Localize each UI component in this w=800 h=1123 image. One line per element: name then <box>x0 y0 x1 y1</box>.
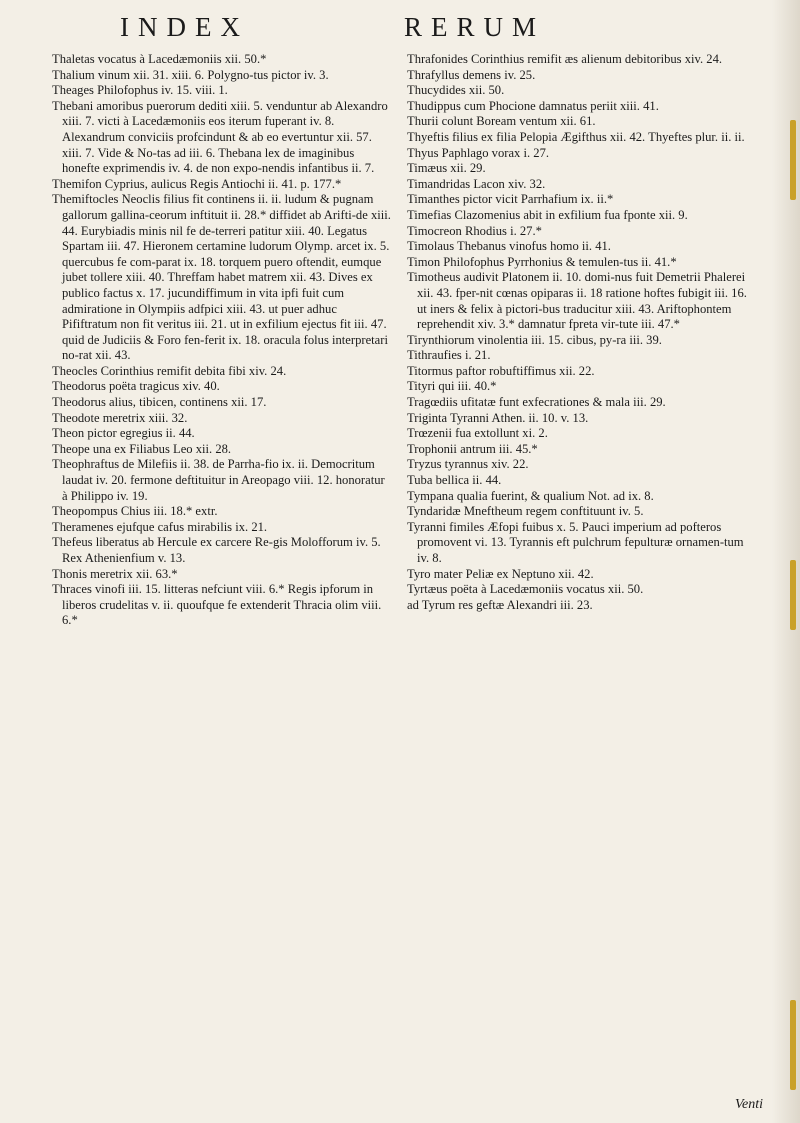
index-entry: Timanthes pictor vicit Parrhafium ix. ii.* <box>407 192 614 207</box>
index-entry: Theodote meretrix xiii. 32. <box>52 410 188 425</box>
index-entry: Thebani amoribus puerorum dediti xiii. 5. venduntur ab Alexandro xiii. 7. victi à Lacedæmoniis eos iterum fuperant iv. 8. Alexandrum conviciis profcindunt & ab eo evertuntur xii. 57. xiii. 7. Vide & No-tas ad iii. 6. Thebana lex de imaginibus honefte exprimendis iv. 4. de non expo-nendis infantibus ii. 7. <box>52 98 388 176</box>
index-entry: Trœzenii fua extollunt xi. 2. <box>407 426 548 441</box>
index-entry: Theodorus poëta tragicus xiv. 40. <box>52 379 220 394</box>
right-column <box>407 52 757 613</box>
catchword: Venti <box>735 1097 763 1112</box>
index-entry: Tirynthiorum vinolentia iii. 15. cibus, py-ra iii. 39. <box>407 332 662 347</box>
index-entry: Timotheus audivit Platonem ii. 10. domi-nus fuit Demetrii Phalerei xii. 43. fper-nit cœnas opiparas ii. 18 ratione hoftes fubigit iii. 16. ut iners & felix à pictori-bus traducitur xiii. 43. Ariftophontem reprehendit xiv. 3.* damnatur fpreta vir-tute iii. 47.* <box>407 270 747 332</box>
page-header <box>0 8 800 48</box>
header-left: INDEX <box>120 12 249 42</box>
index-entry: Thraces vinofi iii. 15. litteras nefciunt viii. 6.* Regis ipforum in liberos crudelitas v. ii. quoufque fe extenderit Thracia olim viii. 6.* <box>52 582 382 628</box>
index-entry: Tryzus tyrannus xiv. 22. <box>407 457 529 472</box>
index-entry: Timefias Clazomenius abit in exfilium fua fponte xii. 9. <box>407 207 688 222</box>
index-entry: Tithraufies i. 21. <box>407 348 491 363</box>
index-entry: Timandridas Lacon xiv. 32. <box>407 176 546 191</box>
index-entry: Timæus xii. 29. <box>407 161 486 176</box>
left-column <box>52 52 392 629</box>
index-entry: Thudippus cum Phocione damnatus periit xiii. 41. <box>407 98 659 113</box>
index-entry: Tyndaridæ Mneftheum regem conftituunt iv. 5. <box>407 504 644 519</box>
index-entry: Theodorus alius, tibicen, continens xii. 17. <box>52 395 267 410</box>
index-entry: Titormus paftor robuftiffimus xii. 22. <box>407 363 595 378</box>
index-entry: Theope una ex Filiabus Leo xii. 28. <box>52 441 232 456</box>
index-entry: Triginta Tyranni Athen. ii. 10. v. 13. <box>407 410 589 425</box>
binding-mark <box>790 1000 796 1090</box>
index-entry: Theopompus Chius iii. 18.* extr. <box>52 504 218 519</box>
binding-mark <box>790 560 796 630</box>
index-entry: Tyro mater Peliæ ex Neptuno xii. 42. <box>407 566 594 581</box>
index-entry: Themiftocles Neoclis filius fit continens ii. ii. ludum & pugnam gallorum gallina-ceorum inftituit ii. 28.* diffidet ab Arifti-de xiii. 44. Eurybiadis minis nil fe de-terreri patitur xiii. 40. Legatus Spartam iii. 47. Hieronem certamine ludorum Olymp. arcet ix. 5. quercubus fe com-parat ix. 18. torquem puero oftendit, eumque jubet tollere xiii. 40. Threffam habet matrem xii. 43. Dives ex publico factus x. 17. jucundiffimum in vita ipfi fuit cum admiratione in Olympiis adfpici xiii. 43. ut puer adhuc Pififtratum non fit veritus iii. 21. ut in exfilium ejectus fit iii. 47. quid de Judiciis & Foro fen-ferit ix. 18. oracula folus interpretari no-rat xii. 43. <box>52 192 391 363</box>
index-entry: Tityri qui iii. 40.* <box>407 379 497 394</box>
index-entry: Tyranni fimiles Æfopi fuibus x. 5. Pauci imperium ad pofteros promovent vi. 13. Tyrannis eft pulchrum fepulturæ ornamen-tum iv. 8. <box>407 519 744 565</box>
index-entry: Thucydides xii. 50. <box>407 83 505 98</box>
index-entry: Thalium vinum xii. 31. xiii. 6. Polygno-tus pictor iv. 3. <box>52 67 329 82</box>
index-entry: Themifon Cyprius, aulicus Regis Antiochi ii. 41. p. 177.* <box>52 176 342 191</box>
index-entry: Timocreon Rhodius i. 27.* <box>407 223 542 238</box>
index-entry: Thyeftis filius ex filia Pelopia Ægifthus xii. 42. Thyeftes plur. ii. ii. <box>407 129 745 144</box>
index-entry: Theophraftus de Milefiis ii. 38. de Parrha-fio ix. ii. Democritum laudat iv. 20. fermone deftituitur in Areopago viii. 12. honoratur à Philippo iv. 19. <box>52 457 385 503</box>
index-entry: Thrafyllus demens iv. 25. <box>407 67 536 82</box>
index-entry: Timolaus Thebanus vinofus homo ii. 41. <box>407 239 611 254</box>
index-entry: Thefeus liberatus ab Hercule ex carcere Re-gis Molofforum iv. 5. Rex Athenienfium v. 13. <box>52 535 381 565</box>
header-right: RERUM <box>404 12 546 42</box>
index-entry: Tyrtæus poëta à Lacedæmoniis vocatus xii. 50. <box>407 582 644 597</box>
index-entry: ad Tyrum res geftæ Alexandri iii. 23. <box>407 597 593 612</box>
index-entry: Timon Philofophus Pyrrhonius & temulen-tus ii. 41.* <box>407 254 677 269</box>
index-entry: Theages Philofophus iv. 15. viii. 1. <box>52 83 228 98</box>
index-entry: Thonis meretrix xii. 63.* <box>52 566 178 581</box>
index-entry: Theon pictor egregius ii. 44. <box>52 426 195 441</box>
index-entry: Tuba bellica ii. 44. <box>407 473 502 488</box>
index-entry: Thrafonides Corinthius remifit æs alienum debitoribus xiv. 24. <box>407 52 723 66</box>
index-entry: Thaletas vocatus à Lacedæmoniis xii. 50.* <box>52 52 267 66</box>
binding-mark <box>790 120 796 200</box>
index-entry: Theramenes ejufque cafus mirabilis ix. 21. <box>52 519 268 534</box>
index-entry: Theocles Corinthius remifit debita fibi xiv. 24. <box>52 363 287 378</box>
index-entry: Tragœdiis ufitatæ funt exfecrationes & mala iii. 29. <box>407 395 666 410</box>
index-entry: Thurii colunt Boream ventum xii. 61. <box>407 114 596 129</box>
index-entry: Trophonii antrum iii. 45.* <box>407 441 538 456</box>
index-entry: Thyus Paphlago vorax i. 27. <box>407 145 550 160</box>
index-entry: Tympana qualia fuerint, & qualium Not. ad ix. 8. <box>407 488 654 503</box>
